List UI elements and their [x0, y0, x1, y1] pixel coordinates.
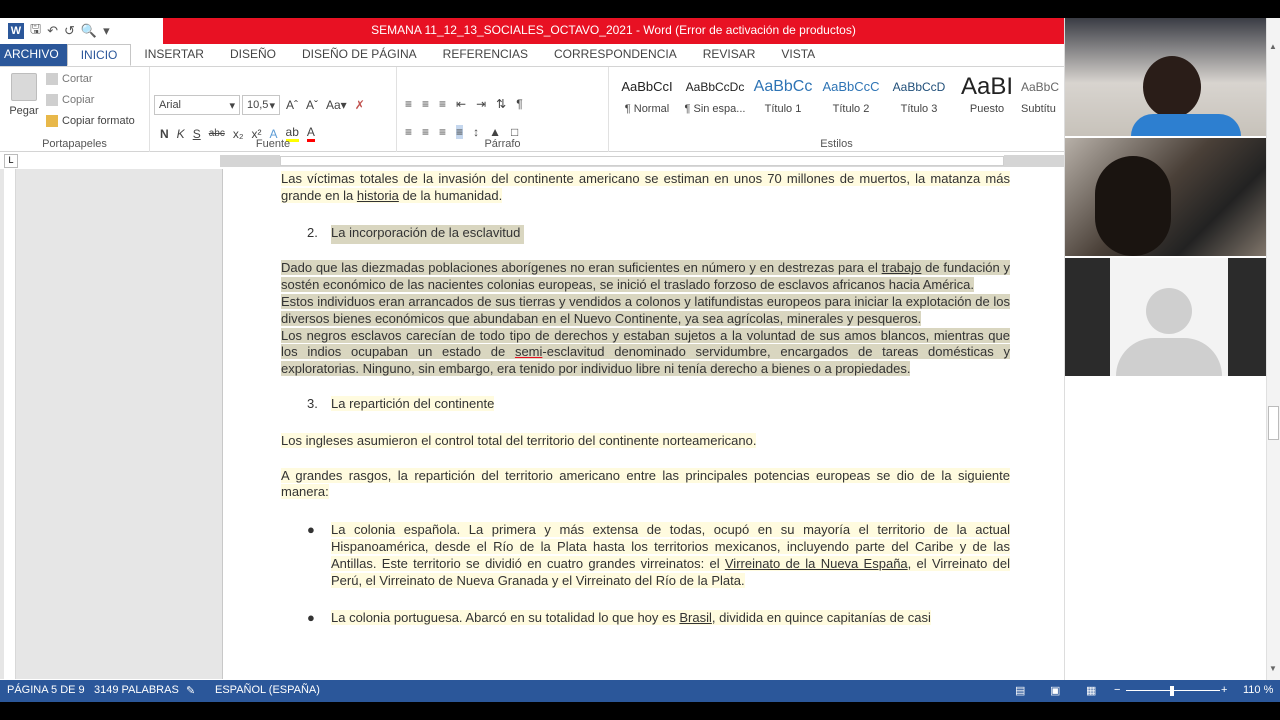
strikethrough-icon[interactable]: abc: [208, 128, 225, 139]
zoom-slider-thumb[interactable]: [1170, 686, 1174, 696]
chevron-down-icon: ▾: [269, 100, 275, 112]
web-layout-icon[interactable]: ▦: [1086, 685, 1097, 697]
list-item-colonia-espanola: [307, 522, 1010, 589]
paragraph-ingleses: [281, 433, 1010, 450]
paragraph-text: , dividida en quince capitanías de casi: [711, 610, 931, 626]
style-name: Título 2: [832, 103, 870, 115]
read-mode-icon[interactable]: ▤: [1015, 685, 1026, 697]
change-case-icon[interactable]: Aa▾: [326, 98, 347, 112]
clipboard-group-label: Portapapeles: [42, 138, 107, 150]
style-name: Subtítu: [1021, 103, 1056, 115]
style-heading-3[interactable]: [885, 75, 953, 115]
paragraph-text: -esclavitud denominado servidumbre, encargados de tareas domésticas y exploratorias. Ninguno, sin embargo, era tenido por individuo libre ni tenía derecho a bienes o a propiedades.: [281, 344, 1010, 377]
bullets-icon[interactable]: ≡: [405, 97, 413, 111]
shading-icon[interactable]: ▲: [489, 125, 501, 139]
ribbon: [0, 66, 1064, 152]
redo-icon[interactable]: ↺: [63, 23, 75, 38]
word-count[interactable]: 3149 PALABRAS: [94, 684, 179, 696]
pilcrow-icon[interactable]: ¶: [516, 97, 523, 111]
heading-text: La incorporación de la esclavitud: [331, 225, 524, 244]
vertical-scrollbar[interactable]: [1266, 18, 1280, 680]
increase-indent-icon[interactable]: ⇥: [476, 97, 487, 111]
font-group-label: Fuente: [255, 138, 291, 150]
participant-video-2[interactable]: [1065, 138, 1275, 256]
document-workspace: [0, 169, 1064, 679]
scissors-icon: [46, 73, 58, 85]
style-preview: AaBI: [960, 73, 1014, 100]
heading-text: La repartición del continente: [331, 395, 495, 411]
grow-font-icon[interactable]: Aˆ: [286, 98, 298, 112]
scrollbar-thumb[interactable]: [1268, 406, 1279, 440]
heading-esclavitud: [307, 224, 1010, 242]
clear-format-icon[interactable]: ✗: [354, 98, 365, 112]
bold-icon[interactable]: N: [160, 126, 169, 141]
participant-silhouette: [1095, 156, 1171, 256]
font-size-value: 10,5: [247, 99, 269, 111]
style-no-spacing[interactable]: [681, 75, 749, 115]
proofing-icon[interactable]: ✎: [186, 685, 196, 697]
tab-correspondencia[interactable]: CORRESPONDENCIA: [554, 47, 677, 61]
paragraph-text: La colonia portuguesa. Abarcó en su totalidad lo que hoy es: [331, 610, 680, 626]
paragraph-group: [397, 67, 609, 152]
chevron-down-icon: ▾: [229, 100, 235, 112]
status-bar: [0, 680, 1280, 702]
align-center-icon[interactable]: ≡: [422, 125, 430, 139]
sort-icon[interactable]: ⇅: [496, 97, 507, 111]
style-preview: AaBbCc: [753, 78, 813, 95]
line-spacing-icon[interactable]: ↕: [473, 125, 480, 139]
heading-reparticion: [307, 395, 1010, 413]
style-preview: AaBbCcC: [822, 79, 880, 94]
style-heading-1[interactable]: [749, 75, 817, 115]
scroll-up-icon[interactable]: ▲: [1269, 42, 1277, 51]
paragraph-text: de la humanidad.: [398, 187, 503, 203]
numbering-icon[interactable]: ≡: [422, 97, 430, 111]
participant-placeholder: [1110, 258, 1228, 376]
justify-icon[interactable]: ≡: [456, 125, 464, 139]
paragraph-text: Dado que las diezmadas poblaciones aborígenes no eran suficientes en número y en destrezas para el: [281, 260, 882, 276]
style-heading-2[interactable]: [817, 75, 885, 115]
hyperlink-brasil[interactable]: Brasil: [679, 610, 712, 626]
italic-icon[interactable]: K: [176, 126, 185, 141]
undo-icon[interactable]: ↶: [47, 23, 58, 38]
cut-button[interactable]: [46, 73, 93, 85]
paragraph-negros: [281, 328, 1010, 378]
tab-diseno-pagina[interactable]: DISEÑO DE PÁGINA: [301, 47, 417, 61]
paragraph-text: Los negros esclavos carecían de todo tipo de derechos y estaban sujetos a la voluntad de sus amos blancos, mientras que los indios ocupaban un estado de: [281, 327, 1010, 360]
clipboard-group: [0, 67, 150, 152]
ruler-right-margin: [1004, 155, 1064, 167]
window-title: SEMANA 11_12_13_SOCIALES_OCTAVO_2021 - Word (Error de activación de productos): [371, 23, 856, 37]
paragraph-text: A grandes rasgos, la repartición del territorio americano entre las principales potencias europeas se dio de la siguiente manera:: [281, 467, 1010, 500]
style-normal[interactable]: [613, 75, 681, 115]
participant-shirt: [1131, 114, 1241, 136]
avatar-body-icon: [1116, 338, 1222, 376]
word-app-icon[interactable]: W: [8, 23, 24, 39]
list-number: 2.: [307, 224, 318, 240]
tab-insertar[interactable]: INSERTAR: [144, 47, 204, 61]
hyperlink-historia[interactable]: historia: [356, 187, 399, 203]
paragraph-text: de fundación y sostén económico de las nacientes colonias europeas, se inició el traslado forzoso de esclavos africanos hacia América.: [281, 260, 1010, 293]
styles-group-label: Estilos: [820, 138, 853, 150]
document-page[interactable]: [222, 169, 1064, 679]
zoom-level[interactable]: 110 %: [1243, 684, 1274, 696]
zoom-in-icon[interactable]: +: [1221, 684, 1228, 696]
align-right-icon[interactable]: ≡: [439, 125, 447, 139]
highlight-icon[interactable]: ab: [286, 125, 299, 142]
avatar-icon: [1146, 288, 1192, 334]
decrease-indent-icon[interactable]: ⇤: [456, 97, 467, 111]
tab-diseno[interactable]: DISEÑO: [229, 47, 276, 61]
cut-label: Cortar: [62, 73, 93, 85]
language-indicator[interactable]: ESPAÑOL (ESPAÑA): [215, 684, 320, 696]
copy-button[interactable]: [46, 94, 94, 106]
multilevel-list-icon[interactable]: ≡: [439, 97, 447, 111]
ruler-left-margin: [220, 155, 280, 167]
align-left-icon[interactable]: ≡: [405, 125, 413, 139]
paragraph-text: , el Virreinato del Perú, el Virreinato de Nueva Granada y el Virreinato del Río de la Plata.: [331, 555, 1010, 588]
style-subtitle[interactable]: [1021, 75, 1064, 115]
hyperlink-virreinato[interactable]: Virreinato de la Nueva España: [724, 555, 908, 571]
style-name: Título 1: [764, 103, 802, 115]
font-group: [150, 67, 397, 152]
style-name: ¶ Normal: [624, 103, 670, 115]
paste-label: Pegar: [9, 105, 39, 117]
text-effects-icon[interactable]: A: [269, 126, 278, 141]
print-layout-icon[interactable]: ▣: [1050, 685, 1061, 697]
paintbrush-icon: [46, 115, 58, 127]
styles-group: [609, 67, 1064, 152]
print-preview-icon[interactable]: 🔍: [80, 23, 98, 38]
paragraph-list-buttons: [405, 97, 523, 111]
bullet-icon: ●: [307, 610, 315, 626]
vertical-ruler[interactable]: [4, 169, 16, 679]
font-color-icon[interactable]: A: [307, 125, 315, 142]
page-count[interactable]: PÁGINA 5 DE 9: [7, 684, 85, 696]
style-preview: AaBbCcD: [892, 80, 946, 94]
style-name: Puesto: [969, 103, 1005, 115]
paragraph-victims: [281, 171, 1010, 205]
tab-inicio[interactable]: INICIO: [67, 44, 132, 66]
bullet-icon: ●: [307, 522, 315, 538]
shrink-font-icon[interactable]: Aˇ: [306, 98, 318, 112]
style-preview: AaBbCcI: [621, 79, 673, 94]
font-size-combobox[interactable]: [242, 95, 280, 115]
save-icon[interactable]: 🖫: [30, 21, 42, 36]
hyperlink-trabajo[interactable]: trabajo: [881, 260, 922, 276]
format-painter-label: Copiar formato: [62, 115, 135, 127]
video-call-panel: [1064, 18, 1280, 680]
ruler-scale: [280, 156, 1004, 166]
paragraph-diezmadas: [281, 260, 1010, 294]
ribbon-tabs: [0, 44, 1064, 66]
font-name-value: Arial: [159, 99, 182, 111]
paragraph-rasgos: [281, 468, 1010, 502]
style-preview: AaBbCcDc: [685, 80, 745, 94]
clipboard-icon: [11, 73, 37, 101]
zoom-out-icon[interactable]: −: [1114, 684, 1121, 696]
format-painter-button[interactable]: [46, 115, 135, 127]
horizontal-ruler[interactable]: [220, 155, 1064, 167]
paragraph-text: Estos individuos eran arrancados de sus tierras y vendidos a colonos y latifundistas europeos para iniciar la explotación de los diversos bienes económicos que abundaban en el Nuevo Continente, ya sea agrícolas, minerales y pesqueros.: [281, 293, 1010, 326]
participant-video-3[interactable]: [1065, 258, 1275, 376]
tab-archivo[interactable]: ARCHIVO: [0, 44, 67, 66]
underline-icon[interactable]: S: [192, 126, 201, 141]
word-window: [0, 18, 1280, 702]
superscript-icon[interactable]: x²: [251, 126, 262, 141]
paragraph-individuos: [281, 294, 1010, 328]
style-name: ¶ Sin espa...: [684, 103, 746, 115]
font-name-combobox[interactable]: [154, 95, 240, 115]
paragraph-text: Los ingleses asumieron el control total del territorio del continente norteamericano.: [281, 432, 757, 448]
paragraph-text: Las víctimas totales de la invasión del continente americano se estiman en unos 70 millones de muertos, la matanza más grande en la: [281, 171, 1010, 203]
tab-referencias[interactable]: REFERENCIAS: [442, 47, 529, 61]
customize-qat-icon[interactable]: ▾: [103, 23, 110, 38]
font-size-buttons: [286, 98, 365, 112]
document-body[interactable]: [281, 171, 1010, 627]
participant-video-1[interactable]: [1065, 18, 1275, 136]
spelling-flag-semi[interactable]: semi: [514, 344, 543, 360]
style-preview: AaBbC: [1021, 80, 1060, 94]
tab-selector[interactable]: L: [4, 154, 18, 168]
quick-access-toolbar: [0, 18, 163, 44]
copy-label: Copiar: [62, 94, 95, 106]
borders-icon[interactable]: □: [510, 125, 519, 139]
style-title[interactable]: [953, 75, 1021, 115]
paragraph-text: La colonia española. La primera y más extensa de todas, ocupó en su mayoría el territorio de la actual Hispanoamérica, desde el Río de la Plata hasta los territorios mexicanos, incluyendo parte del Caribe y de las Antillas. Este territorio se dividió en cuatro grandes virreinatos: el: [331, 522, 1010, 571]
tab-revisar[interactable]: REVISAR: [702, 47, 756, 61]
subscript-icon[interactable]: x₂: [232, 126, 244, 141]
participant-silhouette: [1143, 56, 1201, 118]
copy-icon: [46, 94, 58, 106]
paste-button[interactable]: [8, 73, 40, 117]
list-number: 3.: [307, 395, 318, 411]
list-item-colonia-portuguesa: [307, 610, 1010, 627]
scroll-down-icon[interactable]: ▼: [1269, 664, 1277, 673]
paragraph-align-buttons: [405, 125, 518, 139]
title-bar: [0, 18, 1064, 44]
tab-vista[interactable]: VISTA: [781, 47, 816, 61]
paragraph-group-label: Párrafo: [484, 138, 521, 150]
style-name: Título 3: [900, 103, 938, 115]
